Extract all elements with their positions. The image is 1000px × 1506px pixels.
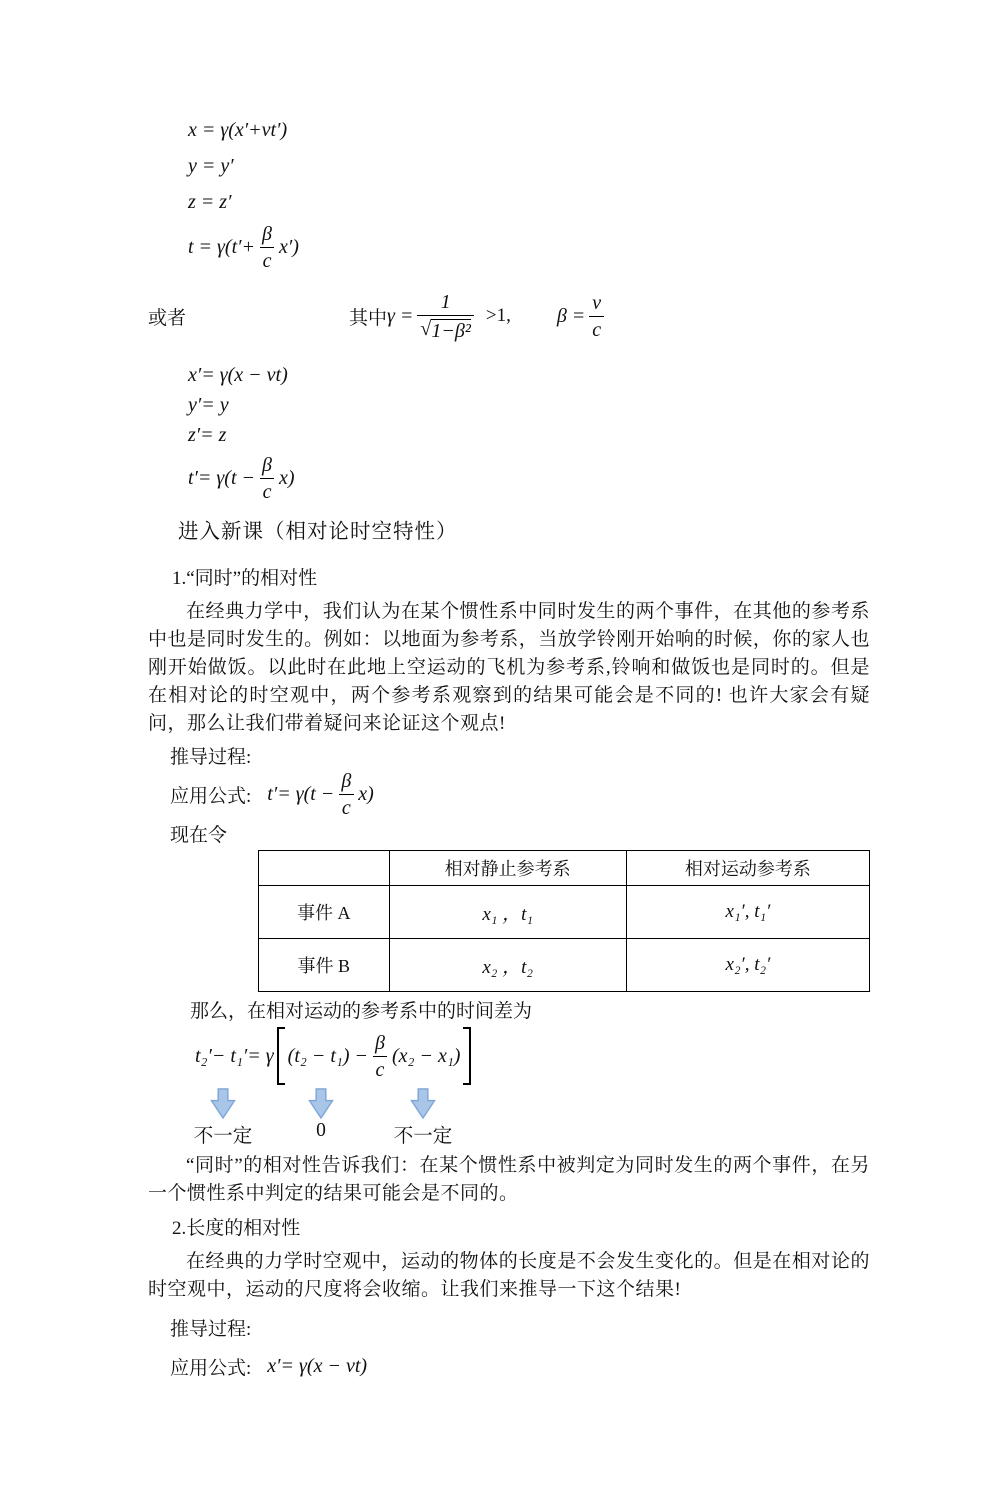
arrow-label: 0 — [316, 1120, 326, 1141]
event-label: 事件 B — [259, 939, 390, 992]
simultaneity-paragraph: 在经典力学中，我们认为在某个惯性系中同时发生的两个事件，在其他的参考系中也是同时发生的。例如：以地面为参考系，当放学铃刚开始响的时候，你的家人也刚开始做饭。以此时在此地上空运动的飞机为参考系,铃响和做饭也是同时的。但是在相对论的时空观中，两个参考系观察到的结果可能会是不同的! 也许大家会有疑问，那么让我们带着疑问来论证这个观点! — [148, 601, 870, 734]
derivation-label: 推导过程: — [170, 746, 252, 768]
fraction-numerator: β — [375, 1031, 385, 1054]
equation-text: x′) — [279, 235, 299, 258]
equation-text: y = y′ — [188, 154, 234, 177]
table-header-row — [259, 851, 870, 886]
greater-than-one: >1, — [485, 305, 511, 326]
table-row-event-b — [259, 939, 870, 992]
events-table — [258, 850, 870, 992]
equation-text: x) — [358, 782, 374, 805]
section-heading: 进入新课（相对论时空特性） — [178, 521, 458, 543]
v-over-c-fraction — [589, 293, 604, 340]
applied-formula — [267, 771, 374, 818]
gamma-definition — [349, 292, 511, 341]
fraction-numerator: β — [341, 769, 352, 792]
then-text: 那么，在相对运动的参考系中的时间差为 — [190, 1000, 533, 1022]
down-arrow-icon — [308, 1088, 334, 1119]
sqrt-radicand: 1−β² — [431, 319, 471, 342]
or-label: 或者 — [148, 307, 187, 329]
derivation-label-2: 推导过程: — [170, 1318, 252, 1340]
table-header-empty — [259, 851, 390, 886]
gamma-fraction — [417, 292, 473, 341]
equation-text: t′= γ(t − — [188, 466, 256, 489]
right-bracket — [463, 1027, 471, 1085]
apply-formula-row — [170, 768, 870, 820]
equation-text: x = γ(x′+vt′) — [188, 118, 288, 141]
now-let-label: 现在令 — [170, 824, 228, 846]
bottom-margin — [148, 1386, 870, 1506]
beta-over-c-fraction — [259, 455, 275, 502]
equation-text: z′= z — [188, 423, 227, 446]
equation-text: t₂′− t₁′= γ — [195, 1044, 274, 1067]
event-label: 事件 A — [259, 886, 390, 939]
lorentz-forward-block — [148, 112, 870, 274]
arrow-label: 不一定 — [193, 1126, 253, 1147]
beta-over-c-fraction — [372, 1033, 388, 1080]
apply-formula-row-2 — [170, 1346, 870, 1386]
down-arrow-icon — [410, 1088, 436, 1119]
equation-text: t = γ(t′+ — [188, 235, 256, 258]
equation-x-inverse — [188, 360, 870, 390]
equation-text: y′= y — [188, 393, 229, 416]
fraction-denominator — [417, 315, 473, 341]
equation-text: x) — [279, 466, 295, 489]
equation-t-forward — [188, 220, 870, 274]
lorentz-inverse-block — [148, 360, 870, 506]
apply-label: 应用公式: — [170, 1357, 252, 1379]
apply-label: 应用公式: — [170, 785, 252, 807]
equation-text: (t₂ − t₁) − — [287, 1044, 368, 1067]
length-paragraph: 在经典的力学时空观中，运动的物体的长度是不会发生变化的。但是在相对论的时空观中，运动的尺度将会收缩。让我们来推导一下这个结果! — [148, 1251, 870, 1300]
fraction-numerator: v — [592, 291, 602, 314]
fraction-denominator: c — [339, 794, 354, 818]
event-a-rest-values: x₁ ，t₁ — [482, 903, 534, 925]
equation-text: z = z′ — [188, 190, 232, 213]
event-b-rest-values: x₂ ，t₂ — [482, 956, 534, 978]
table-header-rest-frame: 相对静止参考系 — [389, 851, 626, 886]
fraction-denominator: c — [260, 247, 275, 271]
equation-z-forward — [188, 184, 870, 220]
down-arrow-icon — [210, 1088, 236, 1119]
beta-over-c-fraction — [259, 224, 275, 271]
table-row-event-a — [259, 886, 870, 939]
equation-z-inverse — [188, 420, 870, 450]
length-title: 2.长度的相对性 — [172, 1217, 301, 1239]
beta-over-c-fraction — [338, 771, 354, 818]
beta-definition — [557, 293, 608, 340]
conclusion-paragraph: “同时”的相对性告诉我们：在某个惯性系中被判定为同时发生的两个事件，在另一个惯性系中判定的结果可能会是不同的。 — [148, 1155, 870, 1204]
simultaneity-title: 1.“同时”的相对性 — [172, 567, 318, 589]
fraction-denominator: c — [589, 316, 604, 340]
equation-text: x′= γ(x − vt) — [267, 1354, 368, 1377]
fraction-numerator: β — [262, 222, 272, 245]
fraction-numerator: β — [262, 453, 272, 476]
event-a-moving-values: x₁′, t₁′ — [725, 901, 771, 922]
event-b-moving-values: x₂′, t₂′ — [725, 954, 771, 975]
gamma-definition-row — [148, 284, 870, 348]
left-bracket — [277, 1027, 285, 1085]
time-diff-cluster — [148, 1024, 870, 1152]
equation-y-inverse — [188, 390, 870, 420]
equation-text: t′= γ(t − — [267, 782, 335, 805]
equation-text: (x₂ − x₁) — [391, 1044, 461, 1067]
arrow-label: 不一定 — [393, 1126, 453, 1147]
equation-y-forward — [188, 148, 870, 184]
sqrt-sign: √ — [420, 317, 432, 340]
fraction-denominator: c — [373, 1056, 388, 1080]
fraction-denominator: c — [260, 478, 275, 502]
fraction-numerator: 1 — [440, 290, 451, 313]
beta-lhs: β = — [556, 304, 586, 327]
equation-t-inverse — [188, 450, 870, 506]
table-header-moving-frame: 相对运动参考系 — [626, 851, 869, 886]
where-label: 其中 — [349, 307, 388, 329]
equation-text: x′= γ(x − vt) — [188, 363, 288, 386]
time-diff-formula — [195, 1026, 474, 1086]
gamma-lhs: γ = — [387, 304, 414, 327]
equation-x-forward — [188, 112, 870, 148]
